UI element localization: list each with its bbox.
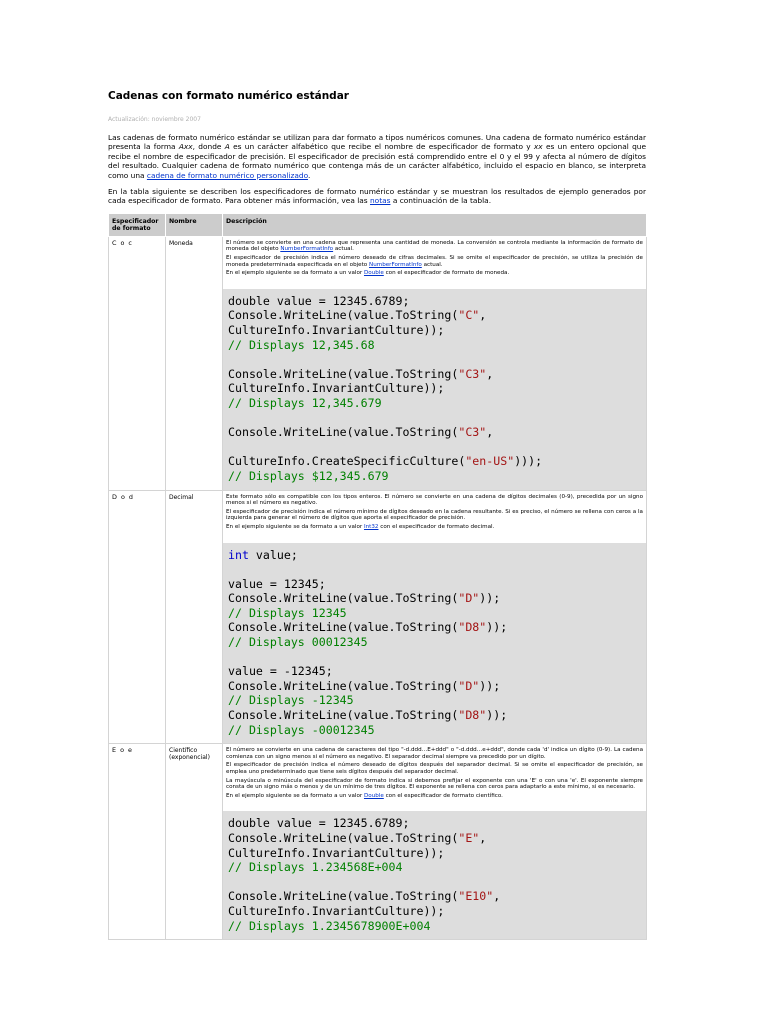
name-cell: Decimal (166, 490, 223, 744)
code-string: "en-US" (465, 454, 515, 469)
code-line: value = 12345; (228, 576, 326, 591)
page-title: Cadenas con formato numérico estándar (108, 90, 349, 102)
code-line: , (493, 889, 501, 904)
code-line: value; (248, 547, 298, 562)
double-link[interactable]: Double (363, 270, 384, 277)
text: , donde (192, 142, 225, 152)
text: El especificador de precisión indica el número deseado de cifras decimales. Si se omite el especificador de precisión, se utiliza la precisión de moneda predeterminada especificada en el objeto (226, 255, 643, 268)
double-link[interactable]: Double (363, 792, 384, 799)
intro-paragraph-1 (108, 133, 646, 180)
code-string: "C3" (458, 366, 487, 381)
text: En la tabla siguiente se describen los especificadores de formato numérico estándar y se muestran los resultados de ejemplo generados por cada especificador de formato. Para obtener más información, vea las (108, 187, 646, 206)
desc-paragraph (226, 240, 643, 253)
code-comment: // Displays 00012345 (228, 635, 368, 650)
header-name: Nombre (166, 213, 223, 236)
table-row (109, 490, 647, 744)
text: A (224, 142, 230, 152)
text: actual. (421, 261, 443, 268)
code-string: "E" (458, 830, 480, 845)
numberformatinfo-link[interactable]: NumberFormatInfo (369, 261, 422, 268)
document-page (108, 90, 646, 940)
desc-paragraph (226, 524, 643, 531)
text: En el ejemplo siguiente se da formato a un valor (226, 792, 364, 799)
description-cell (223, 490, 647, 744)
code-line: CultureInfo.InvariantCulture)); (228, 381, 445, 396)
name-cell: Científico (exponencial) (166, 744, 223, 940)
code-line: , (486, 425, 494, 440)
table-row (109, 744, 647, 940)
int32-link[interactable]: Int32 (363, 523, 379, 530)
text: El número se convierte en una cadena que representa una cantidad de moneda. La conversión se controla mediante la información de formato de moneda del objeto (226, 239, 643, 253)
text: Axx (178, 142, 193, 152)
code-line: Console.WriteLine(value.ToString( (228, 708, 459, 723)
code-line: , (479, 308, 487, 323)
name-cell: Moneda (166, 236, 223, 490)
description-cell (223, 236, 647, 490)
code-string: "D" (458, 678, 480, 693)
text: Las cadenas de formato numérico estándar se utilizan para dar formato a tipos numéricos comunes. Una cadena de formato numérico estándar presenta la forma (108, 133, 646, 152)
code-comment: // Displays -00012345 (228, 722, 375, 737)
description-cell (223, 744, 647, 940)
code-comment: // Displays 12,345.68 (228, 337, 375, 352)
text: con el especificador de formato científico. (383, 792, 503, 799)
code-line: )); (479, 678, 501, 693)
code-string: "D" (458, 591, 480, 606)
code-line: CultureInfo.InvariantCulture)); (228, 903, 445, 918)
code-line: , (479, 830, 487, 845)
spec-cell: C o c (109, 236, 166, 490)
code-line: ))); (514, 454, 543, 469)
header-spec: Especificador de formato (109, 213, 166, 236)
desc-paragraph: El especificador de precisión indica el número mínimo de dígitos deseado en la cadena resultante. Si es preciso, el número se rellena con ceros a la izquierda para generar el número de dígitos que aporta el especificador de precisión. (226, 508, 643, 522)
desc-paragraph: Este formato sólo es compatible con los tipos enteros. El número se convierte en una cadena de dígitos decimales (0-9), precedida por un signo menos si el número es negativo. (226, 493, 643, 507)
code-line: Console.WriteLine(value.ToString( (228, 889, 459, 904)
text: En el ejemplo siguiente se da formato a un valor (226, 523, 364, 530)
code-string: "D8" (458, 708, 487, 723)
code-line: Console.WriteLine(value.ToString( (228, 366, 459, 381)
code-line: )); (486, 620, 508, 635)
text: En el ejemplo siguiente se da formato a un valor (226, 270, 364, 277)
format-specifier-table (108, 213, 647, 940)
spec-cell: D o d (109, 490, 166, 744)
code-line: double value = 12345.6789; (228, 293, 410, 308)
code-sample (223, 543, 646, 744)
numberformatinfo-link[interactable]: NumberFormatInfo (280, 246, 334, 253)
code-line: Console.WriteLine(value.ToString( (228, 830, 459, 845)
custom-format-link[interactable]: cadena de formato numérico personalizado (146, 170, 309, 180)
code-line: Console.WriteLine(value.ToString( (228, 591, 459, 606)
code-comment: // Displays 1.234568E+004 (228, 860, 403, 875)
table-row (109, 236, 647, 490)
code-comment: // Displays $12,345.679 (228, 468, 389, 483)
text: con el especificador de formato decimal. (378, 523, 495, 530)
code-line: , (486, 366, 494, 381)
code-keyword: int (228, 547, 249, 562)
code-line: Console.WriteLine(value.ToString( (228, 678, 459, 693)
code-line: double value = 12345.6789; (228, 816, 410, 831)
code-line: CultureInfo.InvariantCulture)); (228, 323, 445, 337)
code-line: )); (486, 708, 508, 723)
table-header-row (109, 213, 647, 236)
text: es un entero opcional que recibe el nombre de especificador de precisión. El especificador de precisión está comprendido entre el 0 y el 99 y afecta al número de dígitos del resultado. Cualquier cadena de formato numérico que contenga más de un carácter alfabético, incluido el espacio en blanco, se interpreta como una (108, 142, 647, 180)
desc-paragraph: El especificador de precisión indica el número deseado de dígitos después del separador decimal. Si se omite el especificador de precisión, se emplea uno predeterminado que tiene seis dígitos después del separador decimal. (226, 762, 643, 775)
desc-paragraph (226, 255, 643, 268)
text: . (308, 170, 311, 180)
text: xx (533, 142, 543, 152)
code-line: value = -12345; (228, 664, 333, 679)
code-comment: // Displays -12345 (228, 693, 354, 708)
code-comment: // Displays 1.2345678900E+004 (228, 918, 431, 933)
text: a continuación de la tabla. (390, 196, 492, 206)
spec-cell: E o e (109, 744, 166, 940)
code-string: "C3" (458, 425, 487, 440)
code-line: CultureInfo.InvariantCulture)); (228, 845, 445, 860)
code-string: "D8" (458, 620, 487, 635)
desc-paragraph: El número se convierte en una cadena de caracteres del tipo "-d.ddd…E+ddd" o "-d.ddd…e+ddd", donde cada 'd' indica un dígito (0-9). La cadena comienza con un signo menos si el número es negativo. El separador decimal siempre va precedido por un dígito. (226, 747, 643, 760)
code-line: Console.WriteLine(value.ToString( (228, 425, 459, 440)
text: actual. (333, 246, 354, 253)
code-string: "C" (458, 308, 480, 323)
code-string: "E10" (458, 889, 494, 904)
header-desc: Descripción (223, 213, 647, 236)
code-sample (223, 289, 646, 490)
update-date: Actualización: noviembre 2007 (108, 116, 201, 123)
code-comment: // Displays 12,345.679 (228, 395, 382, 410)
intro-paragraph-2 (108, 187, 646, 206)
code-line: CultureInfo.CreateSpecificCulture( (228, 454, 466, 469)
desc-paragraph (226, 270, 643, 277)
code-line: )); (479, 591, 501, 606)
text: es un carácter alfabético que recibe el nombre de especificador de formato y (229, 142, 534, 152)
text: con el especificador de formato de moneda. (383, 270, 510, 277)
code-sample (223, 811, 646, 939)
code-line: Console.WriteLine(value.ToString( (228, 620, 459, 635)
code-line: Console.WriteLine(value.ToString( (228, 308, 459, 323)
desc-paragraph: La mayúscula o minúscula del especificador de formato indica si debemos prefijar el exponente con una 'E' o con una 'e'. El exponente siempre consta de un signo más o menos y de un mínimo de tres dígitos. El exponente se rellena con ceros para adaptarlo a este mínimo, si es necesario. (226, 777, 643, 791)
desc-paragraph (226, 793, 643, 800)
notes-link[interactable]: notas (369, 196, 391, 206)
code-comment: // Displays 12345 (228, 605, 347, 620)
